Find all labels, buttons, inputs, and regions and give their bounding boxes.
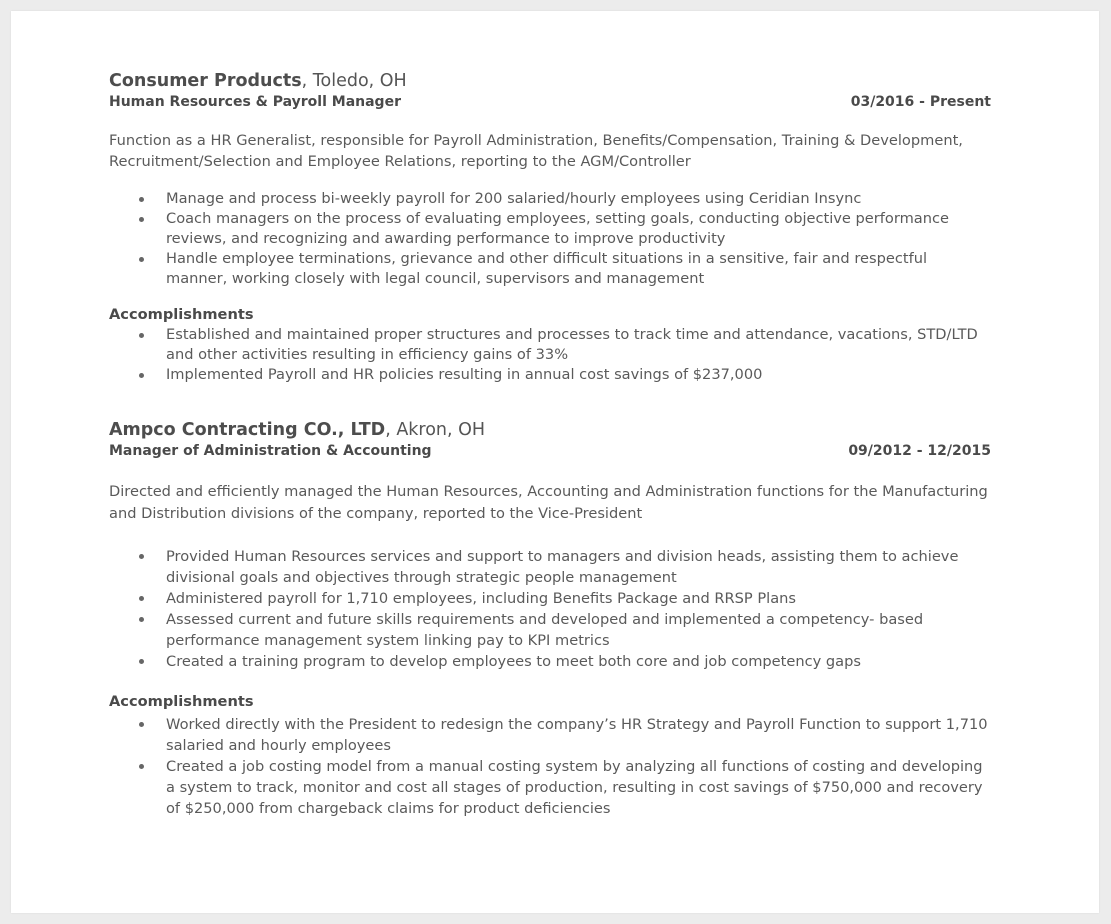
company-line (109, 69, 991, 93)
resume-content (109, 69, 991, 819)
job-title: Manager of Administration & Accounting (109, 443, 432, 459)
list-item: Worked directly with the President to redesign the company’s HR Strategy and Payroll Function to support 1,710 salaried and hourly employees (166, 714, 991, 756)
job-summary: Function as a HR Generalist, responsible for Payroll Administration, Benefits/Compensation, Training & Development, Recruitment/Selection and Employee Relations, reporting to the AGM/Controller (109, 132, 963, 170)
job-dates: 09/2012 - 12/2015 (848, 443, 991, 459)
accomplishments-heading: Accomplishments (109, 306, 254, 323)
company-name: Consumer Products (109, 71, 302, 91)
accomplishments-heading: Accomplishments (109, 693, 254, 710)
list-item: Implemented Payroll and HR policies resulting in annual cost savings of $237,000 (166, 365, 991, 385)
company-location: , Toledo, OH (301, 71, 407, 91)
list-item: Created a job costing model from a manual costing system by analyzing all functions of costing and developing a system to track, monitor and cost all stages of production, resulting in cost savings of $750,000 and recovery of $250,000 from chargeback claims for product deficiencies (166, 756, 991, 819)
job-entry-ampco-contracting (109, 418, 991, 819)
resume-page (11, 11, 1099, 913)
list-item: Provided Human Resources services and support to managers and division heads, assisting them to achieve divisional goals and objectives through strategic people management (166, 546, 991, 588)
list-item: Created a training program to develop employees to meet both core and job competency gaps (166, 651, 991, 672)
list-item: Manage and process bi-weekly payroll for 200 salaried/hourly employees using Ceridian Insync (166, 189, 991, 209)
role-row (109, 93, 991, 111)
list-item: Assessed current and future skills requirements and developed and implemented a competency- based performance management system linking pay to KPI metrics (166, 609, 991, 651)
list-item: Established and maintained proper structures and processes to track time and attendance, vacations, STD/LTD and other activities resulting in efficiency gains of 33% (166, 325, 991, 365)
accomplishments-list (109, 714, 991, 819)
responsibilities-list (109, 189, 991, 289)
job-entry-consumer-products (109, 69, 991, 385)
list-item: Coach managers on the process of evaluating employees, setting goals, conducting objective performance reviews, and recognizing and awarding performance to improve productivity (166, 209, 991, 249)
responsibilities-list (109, 546, 991, 672)
job-title: Human Resources & Payroll Manager (109, 94, 401, 110)
company-name: Ampco Contracting CO., LTD (109, 420, 386, 440)
job-summary: Directed and efficiently managed the Human Resources, Accounting and Administration functions for the Manufacturing and Distribution divisions of the company, reported to the Vice-President (109, 483, 988, 522)
list-item: Handle employee terminations, grievance and other difficult situations in a sensitive, fair and respectful manner, working closely with legal council, supervisors and management (166, 249, 991, 289)
company-line (109, 418, 991, 442)
accomplishments-list (109, 325, 991, 385)
company-location: , Akron, OH (385, 420, 486, 440)
list-item: Administered payroll for 1,710 employees, including Benefits Package and RRSP Plans (166, 588, 991, 609)
job-dates: 03/2016 - Present (850, 94, 991, 110)
role-row (109, 442, 991, 460)
